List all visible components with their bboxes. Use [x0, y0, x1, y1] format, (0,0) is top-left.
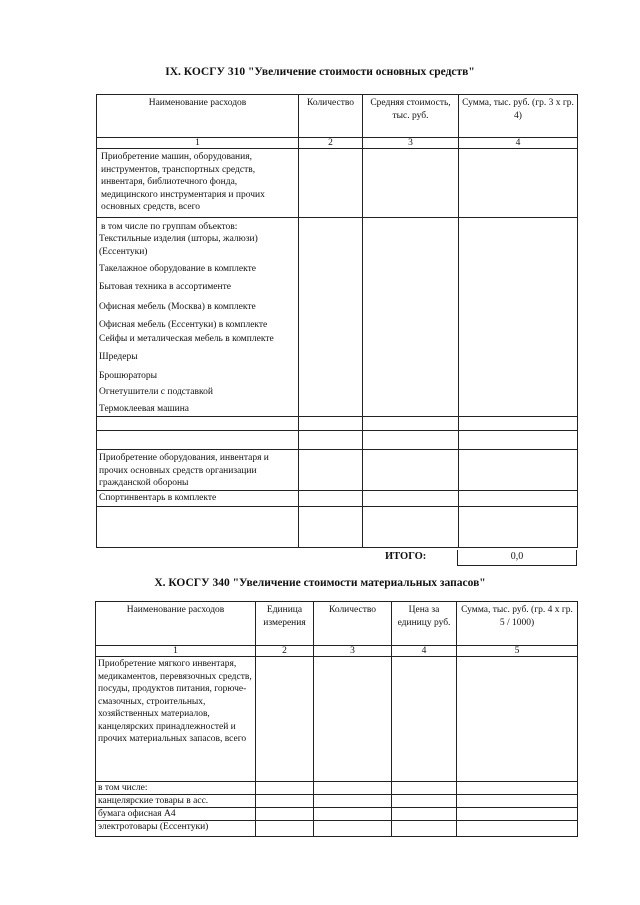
cell — [392, 795, 457, 808]
list-item: канцелярские товары в асс. — [96, 795, 256, 808]
header-sum: Сумма, тыс. руб. (гр. 3 х гр. 4) — [459, 95, 578, 138]
col-number-5: 5 — [457, 646, 578, 657]
cell — [459, 417, 578, 431]
section9-empty-row — [97, 431, 578, 450]
cell — [256, 657, 314, 782]
list-item: Шредеры — [99, 352, 138, 362]
list-item: Такелажное оборудование в комплекте — [99, 264, 256, 274]
cell — [314, 821, 392, 837]
items-list — [97, 218, 299, 417]
cell — [459, 218, 578, 417]
section9-civil-defense-row — [97, 450, 578, 491]
section9-total-row — [97, 149, 578, 218]
cell — [457, 795, 578, 808]
col-number-2: 2 — [299, 138, 363, 149]
cell — [299, 450, 363, 491]
cell — [392, 808, 457, 821]
cell — [299, 149, 363, 218]
section10-total-row — [96, 657, 578, 782]
cell — [457, 808, 578, 821]
section9-total-label: ИТОГО: — [385, 551, 427, 562]
cell — [256, 782, 314, 795]
cell — [457, 657, 578, 782]
cell — [314, 795, 392, 808]
cell — [256, 821, 314, 837]
list-item: Брошюраторы — [99, 371, 157, 381]
section10-item-row — [96, 821, 578, 837]
header-name: Наименование расходов — [96, 602, 256, 646]
section10-table — [95, 601, 578, 837]
cell — [299, 218, 363, 417]
section9-title: IX. КОСГУ 310 "Увеличение стоимости основных средств" — [165, 66, 475, 78]
civil-defense-text: Приобретение оборудования, инвентаря и прочих основных средств организации гражданской обороны — [97, 450, 299, 491]
col-number-3: 3 — [314, 646, 392, 657]
section10-item-row — [96, 808, 578, 821]
cell — [314, 808, 392, 821]
col-number-4: 4 — [392, 646, 457, 657]
section9-header-row — [97, 95, 578, 138]
cell — [459, 149, 578, 218]
cell — [392, 821, 457, 837]
cell — [363, 506, 459, 547]
cell — [459, 490, 578, 506]
header-quantity: Количество — [314, 602, 392, 646]
cell — [314, 657, 392, 782]
cell — [314, 782, 392, 795]
cell — [457, 782, 578, 795]
header-sum: Сумма, тыс. руб. (гр. 4 х гр. 5 / 1000) — [457, 602, 578, 646]
col-number-2: 2 — [256, 646, 314, 657]
section10-title: X. КОСГУ 340 "Увеличение стоимости материальных запасов" — [154, 577, 486, 589]
col-number-3: 3 — [363, 138, 459, 149]
list-item: в том числе: — [96, 782, 256, 795]
header-avg-cost: Средняя стоимость, тыс. руб. — [363, 95, 459, 138]
cell — [392, 657, 457, 782]
list-item: Огнетушители с подставкой — [99, 387, 213, 397]
section9-empty-row — [97, 417, 578, 431]
list-item: (Ессентуки) — [99, 247, 148, 257]
section9-total-value: 0,0 — [457, 550, 577, 566]
cell — [363, 431, 459, 450]
section9-index-row — [97, 138, 578, 149]
cell — [459, 450, 578, 491]
cell — [97, 431, 299, 450]
list-item: Сейфы и металическая мебель в комплекте — [99, 334, 274, 344]
list-item: Бытовая техника в ассортименте — [99, 282, 231, 292]
section9-empty-row — [97, 506, 578, 547]
cell — [363, 490, 459, 506]
cell — [363, 149, 459, 218]
section10-header-row — [96, 602, 578, 646]
header-unit: Единица измерения — [256, 602, 314, 646]
list-item: Термоклеевая машина — [99, 404, 189, 414]
section10-item-row — [96, 795, 578, 808]
list-item: электротовары (Ессентуки) — [96, 821, 256, 837]
cell — [363, 417, 459, 431]
row-total-text: Приобретение мягкого инвентаря, медикаментов, перевязочных средств, посуды, продуктов питания, горюче-смазочных, строительных, хозяйственных материалов, канцелярских принадлежностей и прочих материальных запасов, всего — [96, 657, 256, 782]
list-item: Текстильные изделия (шторы, жалюзи) — [99, 234, 258, 244]
sport-text: Спортинвентарь в комплекте — [97, 490, 299, 506]
cell — [459, 431, 578, 450]
list-item: Офисная мебель (Москва) в комплекте — [99, 302, 256, 312]
cell — [299, 490, 363, 506]
cell — [97, 417, 299, 431]
list-item: бумага офисная А4 — [96, 808, 256, 821]
section9-sport-row — [97, 490, 578, 506]
cell — [256, 795, 314, 808]
section9-items-row — [97, 218, 578, 417]
header-name: Наименование расходов — [97, 95, 299, 138]
cell — [363, 450, 459, 491]
header-quantity: Количество — [299, 95, 363, 138]
col-number-1: 1 — [97, 138, 299, 149]
row-total-text: Приобретение машин, оборудования, инструментов, транспортных средств, инвентаря, библиотечного фонда, медицинского инструментария и прочих основных средств, всего — [97, 149, 299, 218]
cell — [457, 821, 578, 837]
cell — [363, 218, 459, 417]
cell — [459, 506, 578, 547]
col-number-4: 4 — [459, 138, 578, 149]
section10-index-row — [96, 646, 578, 657]
cell — [392, 782, 457, 795]
section10-item-row — [96, 782, 578, 795]
list-item: Офисная мебель (Ессентуки) в комплекте — [99, 320, 268, 330]
cell — [299, 417, 363, 431]
cell — [256, 808, 314, 821]
header-unit-price: Цена за единицу руб. — [392, 602, 457, 646]
section9-table — [96, 94, 578, 548]
cell — [299, 431, 363, 450]
list-item: в том числе по группам объектов: — [101, 222, 238, 232]
cell — [299, 506, 363, 547]
col-number-1: 1 — [96, 646, 256, 657]
cell — [97, 506, 299, 547]
